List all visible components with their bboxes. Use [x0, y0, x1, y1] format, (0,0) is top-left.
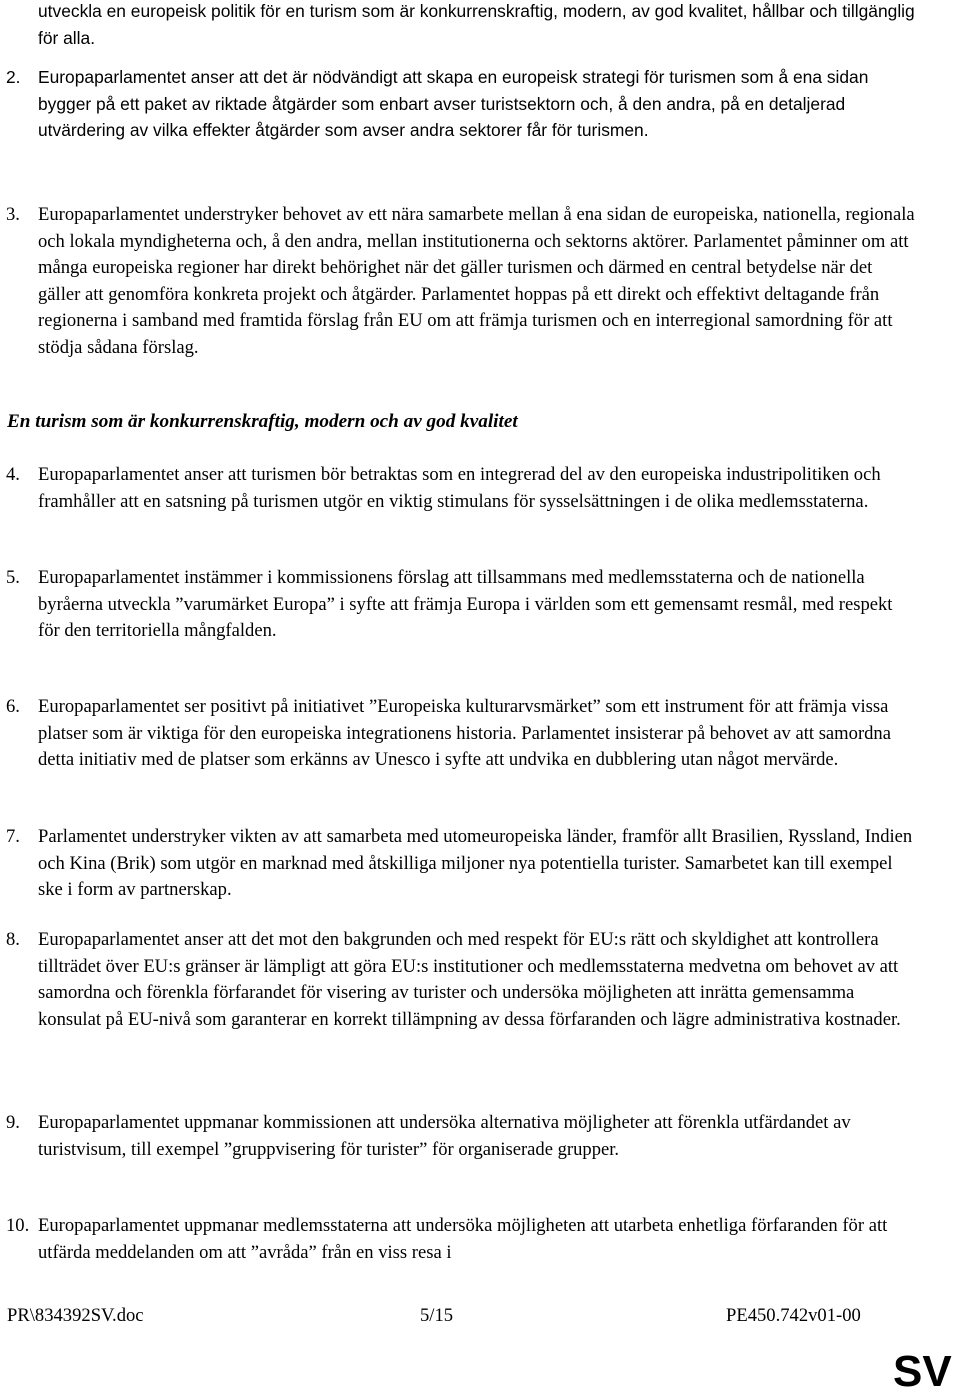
section-heading: En turism som är konkurrenskraftig, modern och av god kvalitet	[7, 411, 518, 432]
paragraph-number: 5.	[6, 567, 20, 588]
paragraph-number: 7.	[6, 826, 20, 847]
paragraph-4	[6, 462, 918, 515]
paragraph-6	[6, 694, 918, 774]
footer-pe-ref: PE450.742v01-00	[726, 1305, 861, 1326]
paragraph-5	[6, 565, 918, 645]
paragraph-number: 9.	[6, 1112, 20, 1133]
paragraph-2	[6, 64, 918, 144]
paragraph-number: 3.	[6, 204, 20, 225]
paragraph-number: 4.	[6, 464, 20, 485]
paragraph-number: 10.	[6, 1215, 30, 1236]
intro-text: utveckla en europeisk politik för en turism som är konkurrenskraftig, modern, av god kvalitet, hållbar och tillgänglig för alla.	[38, 1, 915, 48]
paragraph-text: Europaparlamentet anser att det är nödvändigt att skapa en europeisk strategi för turismen som å ena sidan bygger på ett paket av riktade åtgärder som enbart avser turistsektorn och, å den andra, på en detaljerad utvärdering av vilka effekter åtgärder som avser andra sektorer får för turismen.	[38, 67, 869, 141]
paragraph-text: Parlamentet understryker vikten av att samarbeta med utomeuropeiska länder, framför allt Brasilien, Ryssland, Indien och Kina (Brik) som utgör en marknad med åtskilliga miljoner nya potentiella turister. Samarbetet kan till exempel ske i form av partnerskap.	[38, 826, 913, 901]
paragraph-number: 6.	[6, 696, 20, 717]
footer-page-number: 5/15	[420, 1305, 454, 1326]
paragraph-text: Europaparlamentet anser att det mot den bakgrunden och med respekt för EU:s rätt och skyldighet att kontrollera tillträdet över EU:s gränser är lämpligt att göra EU:s institutioner och medlemsstaterna medvetna om behovet av att samordna och förenkla förfarandet för visering av turister och undersöka möjligheten att inrätta gemensamma konsulat på EU-nivå som garanterar en korrekt tillämpning av dessa förfaranden och lägre administrativa kostnader.	[38, 929, 901, 1030]
paragraph-text: Europaparlamentet ser positivt på initiativet ”Europeiska kulturarvsmärket” som ett instrument för att främja vissa platser som är viktiga för den europeiska integrationens historia. Parlamentet insisterar på behovet av att samordna detta initiativ med de platser som erkänns av Unesco i syfte att undvika en dubblering utan något mervärde.	[38, 696, 891, 771]
footer-doc-ref: PR\834392SV.doc	[7, 1305, 144, 1326]
paragraph-8	[6, 927, 918, 1033]
paragraph-text: Europaparlamentet understryker behovet av ett nära samarbete mellan å ena sidan de europeiska, nationella, regionala och lokala myndigheterna och, å den andra, mellan institutionerna och sektorns aktörer. Parlamentet påminner om att många europeiska regioner har direkt behörighet när det gäller turismen och därmed en central betydelse när det gäller att genomföra konkreta projekt och åtgärder. Parlamentet hoppas på ett direkt och effektivt deltagande från regionerna i samband med framtida förslag från EU om att främja turismen och en interregional samordning för att stödja sådana förslag.	[38, 204, 915, 358]
paragraph-text: Europaparlamentet uppmanar medlemsstaterna att undersöka möjligheten att utarbeta enhetliga förfaranden för att utfärda meddelanden om att ”avråda” från en viss resa i	[38, 1215, 888, 1263]
paragraph-text: Europaparlamentet uppmanar kommissionen att undersöka alternativa möjligheter att förenkla utfärdandet av turistvisum, till exempel ”gruppvisering för turister” för organiserade grupper.	[38, 1112, 851, 1160]
paragraph-number: 2.	[6, 67, 21, 87]
paragraph-9	[6, 1110, 918, 1163]
paragraph-10	[6, 1213, 918, 1266]
language-mark: SV	[893, 1347, 952, 1396]
paragraph-text: Europaparlamentet anser att turismen bör betraktas som en integrerad del av den europeiska industripolitiken och framhåller att en satsning på turismen utgör en viktig stimulans för sysselsättningen i de olika medlemsstaterna.	[38, 464, 881, 512]
paragraph-7	[6, 824, 918, 904]
paragraph-3	[6, 202, 918, 362]
paragraph-number: 8.	[6, 929, 20, 950]
paragraph-text: Europaparlamentet instämmer i kommissionens förslag att tillsammans med medlemsstaterna och de nationella byråerna utveckla ”varumärket Europa” i syfte att främja Europa i världen som ett gemensamt resmål, med respekt för den territoriella mångfalden.	[38, 567, 893, 642]
